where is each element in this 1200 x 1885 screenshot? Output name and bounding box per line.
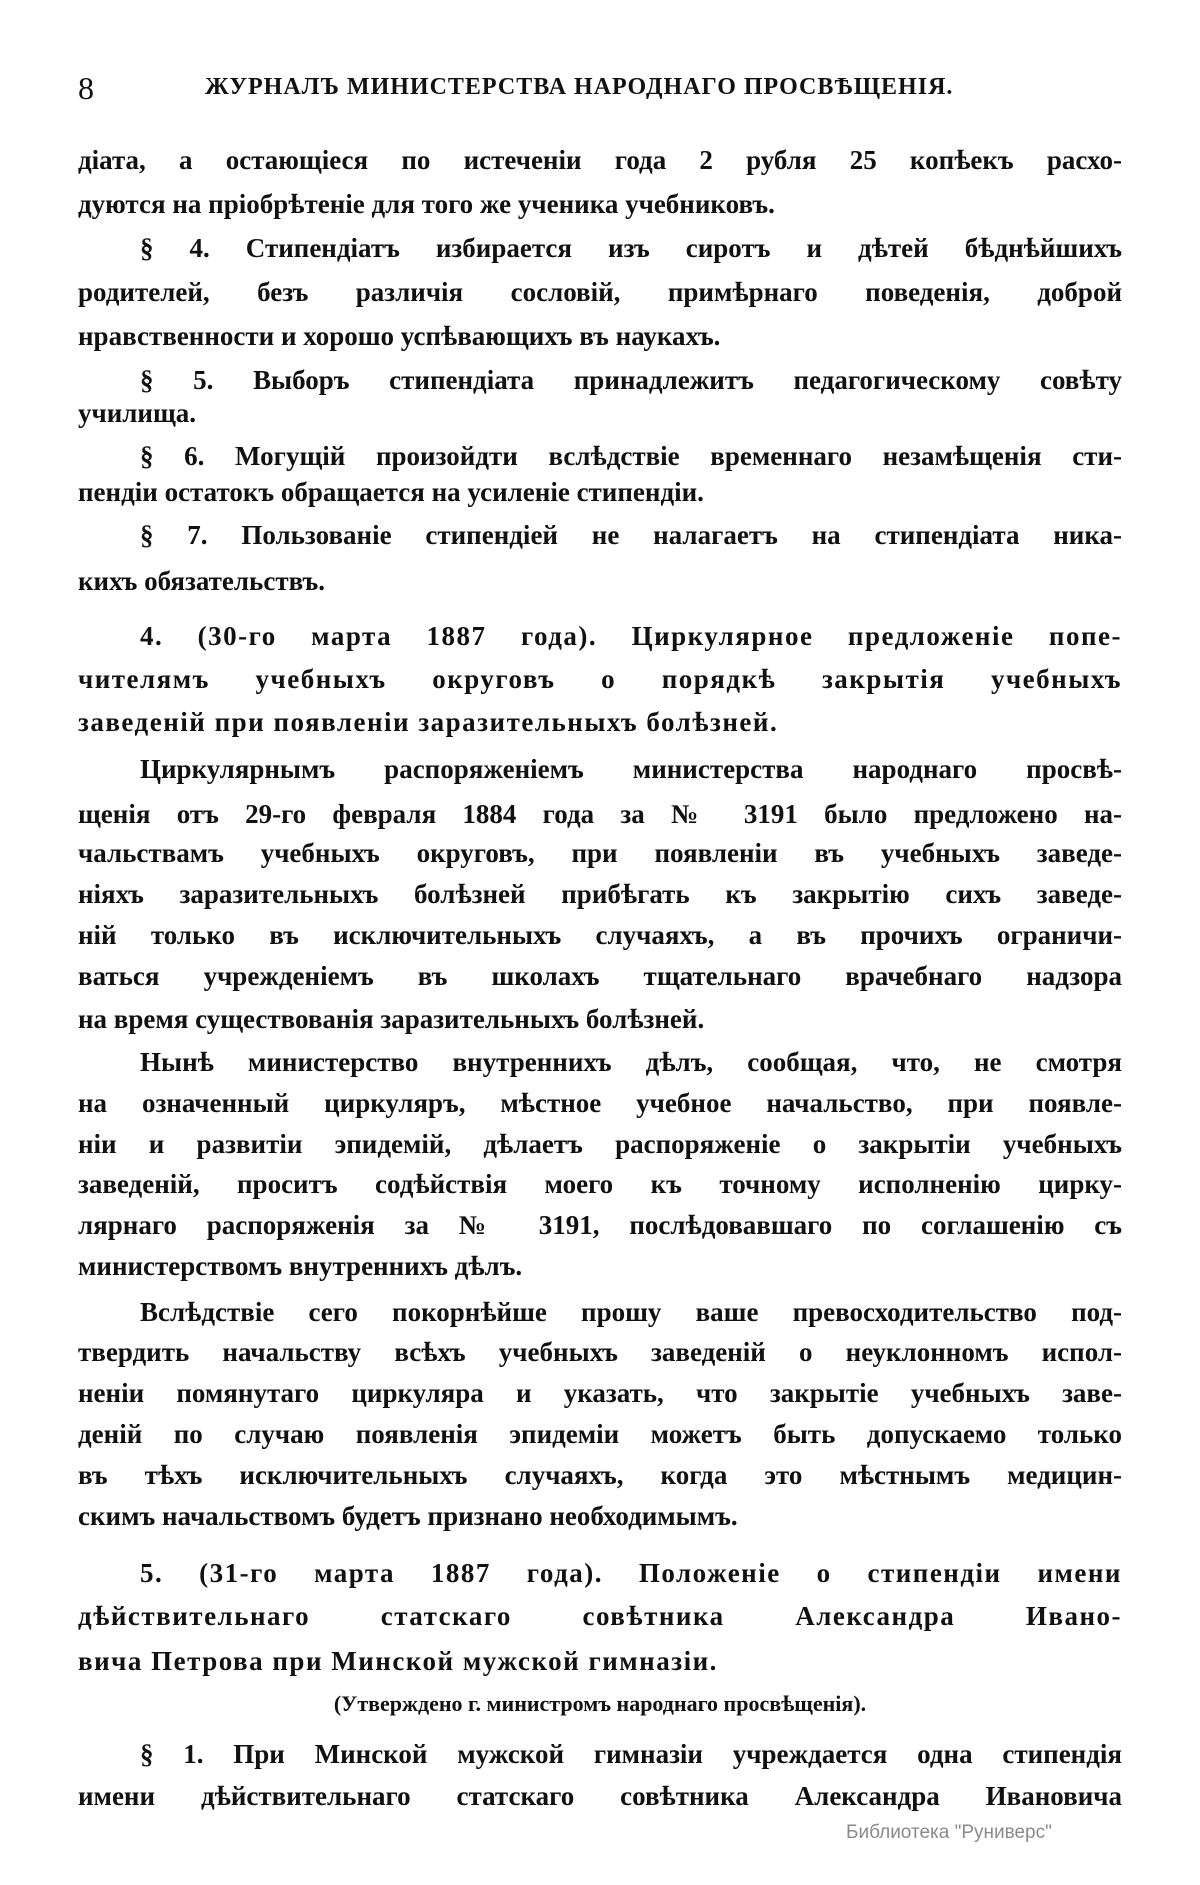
text-line: § 4. Стипендіатъ избирается изъ сиротъ и дѣтей бѣднѣйшихъ <box>140 233 1122 264</box>
text-line: ніяхъ заразительныхъ болѣзней прибѣгать къ закрытію сихъ заведе- <box>78 879 1122 909</box>
section-heading-line: 5. (31-го марта 1887 года). Положеніе о стипендіи имени <box>140 1558 1122 1589</box>
text-line: ній только въ исключительныхъ случаяхъ, а въ прочихъ ограничи- <box>78 919 1122 950</box>
text-line: родителей, безъ различія сословій, примѣрнаго поведенія, доброй <box>78 276 1122 307</box>
library-watermark: Библиотека "Руниверс" <box>846 1822 1052 1843</box>
text-line: на означенный циркуляръ, мѣстное учебное начальство, при появле- <box>78 1087 1122 1118</box>
text-line: чальствамъ учебныхъ округовъ, при появленіи въ учебныхъ заведе- <box>78 838 1122 869</box>
text-line: Нынѣ министерство внутреннихъ дѣлъ, сообщая, что, не смотря <box>140 1047 1122 1077</box>
text-line: кихъ обязательствъ. <box>78 565 325 596</box>
text-line: щенія отъ 29-го февраля 1884 года за № 3191 было предложено на- <box>78 798 1122 829</box>
section-heading-line: 4. (30-го марта 1887 года). Циркулярное предложеніе попе- <box>140 621 1122 651</box>
approval-note: (Утверждено г. министромъ народнаго просвѣщенія). <box>333 1691 867 1716</box>
text-line: училища. <box>78 397 197 428</box>
text-line: министерствомъ внутреннихъ дѣлъ. <box>78 1251 523 1281</box>
section-heading-line: дѣйствительнаго статскаго совѣтника Александра Ивано- <box>78 1601 1122 1632</box>
text-line: скимъ начальствомъ будетъ признано необходимымъ. <box>78 1500 738 1531</box>
text-line: твердить начальству всѣхъ учебныхъ заведеній о неуклонномъ испол- <box>78 1337 1122 1368</box>
section-heading-line: чителямъ учебныхъ округовъ о порядкѣ закрытія учебныхъ <box>78 664 1122 695</box>
text-line: § 7. Пользованіе стипендіей не налагаетъ на стипендіата ника- <box>140 520 1122 551</box>
text-line: ваться учрежденіемъ въ школахъ тщательнаго врачебнаго надзора <box>78 960 1122 991</box>
text-line: въ тѣхъ исключительныхъ случаяхъ, когда это мѣстнымъ медицин- <box>78 1459 1122 1490</box>
text-line: Вслѣдствіе сего покорнѣйше прошу ваше превосходительство под- <box>140 1296 1122 1327</box>
text-line: дуются на пріобрѣтеніе для того же ученика учебниковъ. <box>78 189 775 219</box>
text-line: ніи и развитіи эпидемій, дѣлаетъ распоряженіе о закрытіи учебныхъ <box>78 1128 1122 1159</box>
text-line: діата, а остающіеся по истеченіи года 2 рубля 25 копѣекъ расхо- <box>78 144 1122 175</box>
text-line: § 5. Выборъ стипендіата принадлежитъ педагогическому совѣту <box>140 365 1122 396</box>
running-header-title: ЖУРНАЛЪ МИНИСТЕРСТВА НАРОДНАГО ПРОСВѢЩЕНІЯ. <box>205 74 954 100</box>
text-line: § 1. При Минской мужской гимназіи учреждается одна стипендія <box>140 1739 1122 1770</box>
text-line: заведеній, проситъ содѣйствія моего къ точному исполненію цирку- <box>78 1169 1122 1200</box>
text-line: деній по случаю появленія эпидеміи можетъ быть допускаемо только <box>78 1419 1122 1449</box>
section-heading-line: вича Петрова при Минской мужской гимназіи. <box>78 1645 718 1676</box>
text-line: нравственности и хорошо успѣвающихъ въ наукахъ. <box>78 321 721 351</box>
text-line: лярнаго распоряженія за № 3191, послѣдовавшаго по соглашенію съ <box>78 1210 1122 1241</box>
text-line: § 6. Могущій произойдти вслѣдствіе временнаго незамѣщенія сти- <box>140 441 1122 471</box>
text-line: на время существованія заразительныхъ болѣзней. <box>78 1003 705 1034</box>
section-heading-line: заведеній при появленіи заразительныхъ болѣзней. <box>78 707 779 738</box>
text-line: пендіи остатокъ обращается на усиленіе стипендіи. <box>78 477 704 507</box>
text-line: неніи помянутаго циркуляра и указать, что закрытіе учебныхъ заве- <box>78 1378 1122 1409</box>
text-line: имени дѣйствительнаго статскаго совѣтника Александра Ивановича <box>78 1781 1122 1812</box>
page-number: 8 <box>78 70 94 106</box>
text-line: Циркулярнымъ распоряженіемъ министерства народнаго просвѣ- <box>140 754 1122 785</box>
